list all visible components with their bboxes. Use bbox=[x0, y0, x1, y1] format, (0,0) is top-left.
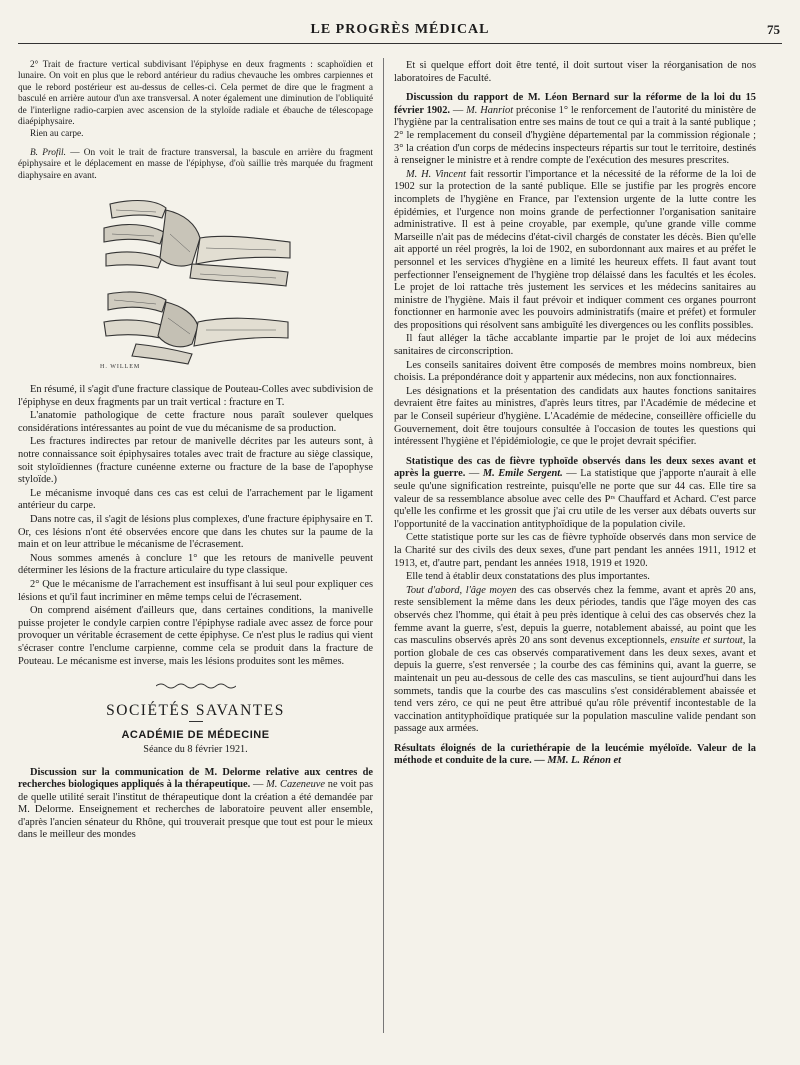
academy-title: ACADÉMIE DE MÉDECINE bbox=[121, 729, 270, 742]
speaker-name: — MM. L. Rénon et bbox=[534, 755, 621, 767]
paragraph: Nous sommes amenés à conclure 1° que les retours de manivelle peuvent déterminer les lésions de la fracture articulaire du type classique. bbox=[18, 552, 373, 577]
paragraph-text: — La statistique que j'apporte n'aurait à elle seule qu'une signification restreinte, puisqu'elle ne porte que sur 44 cas. Elle tire sa valeur de sa ressemblance absolue avec celle des Pʳˢ Chauffard et Achard. C'est parce qu'elle les confirme et les grossit que j'ai cru utile de les verser aux débats ouverts sur l'opportunité de la vaccination antityphoïdique de la population civile. bbox=[394, 468, 756, 530]
section-title: SOCIÉTÉS SAVANTES bbox=[106, 701, 285, 719]
paragraph: Discussion sur la communication de M. Delorme relative aux centres de recherches biologiques appliqués à la thérapeutique. — M. Cazeneuve ne voit pas de quelle utilité serait l'institut de thérapeutique dont la création a été demandée par M. Delorme. Enseignement et recherches de laboratoire peuvent aller ensemble, d'après l'ancien sénateur du Rhône, qui trouverait presque que tout est pour le mieux dans le meilleur des mondes bbox=[18, 766, 373, 841]
speaker-name: M. H. Vincent bbox=[406, 168, 466, 180]
paragraph bbox=[394, 743, 756, 768]
speaker-name: M. Emile Sergent. bbox=[482, 468, 563, 480]
paragraph: Statistique des cas de fièvre typhoïde observés dans les deux sexes avant et après la guerre. — M. Emile Sergent. — La statistique que j'apporte n'aurait à elle seule qu'une signification restreinte, puisqu'elle ne porte que sur 44 cas. Elle tire sa valeur de sa ressemblance absolue avec celle des Pʳˢ Chauffard et Achard. C'est parce qu'elle les confirme et les grossit que j'ai cru utile de les verser aux débats ouverts sur l'opportunité de la vaccination antityphoïdique de la population civile. bbox=[394, 455, 756, 530]
session-date: Séance du 8 février 1921. bbox=[143, 743, 248, 755]
paragraph: 2° Que le mécanisme de l'arrachement est insuffisant à lui seul pour expliquer ces lésions et qu'il faut incriminer en même temps celui de l'écrasement. bbox=[18, 578, 373, 603]
paragraph: L'anatomie pathologique de cette fracture nous paraît soulever quelques considérations intéressantes au point de vue du mécanisme de sa production. bbox=[18, 410, 373, 434]
paragraph bbox=[394, 585, 756, 736]
paragraph bbox=[18, 148, 373, 182]
page-header bbox=[18, 18, 782, 42]
figure-signature: H. WILLEM bbox=[100, 364, 141, 371]
wavy-ornament-icon bbox=[18, 682, 373, 695]
emphasis: ensuite et surtout, bbox=[670, 635, 746, 647]
paragraph bbox=[394, 169, 756, 333]
paragraph: Les fractures indirectes par retour de manivelle décrites par les auteurs sont, à notre connaissance soit épiphysaires totales avec trait de fracture au siège classique, soit styloïdiennes (fracture cunéenne externe ou fracture de la base de l'apophyse styloïde.) bbox=[18, 436, 373, 486]
paragraph: Elle tend à établir deux constatations des plus importantes. bbox=[406, 571, 650, 583]
profile-label: B. Profil. bbox=[30, 147, 66, 158]
title-rule bbox=[189, 721, 203, 722]
header-rule bbox=[18, 43, 782, 44]
right-column bbox=[394, 60, 756, 769]
paragraph: 2° Trait de fracture vertical subdivisant l'épiphyse en deux fragments : scaphoïdien et lunaire. On voit en plus que le rebord antérieur du radius chevauche les ombres carpiennes et que le rebord postérieur est au-dessus de celles-ci. Cela permet de dire que le fragment a basculé en arrière autour d'un axe transversal. A noter également une diminution de l'obliquité de l'interligne radio-carpien avec ascension de la styloïde radiale et ébauche de télescopage diaépiphysaire. bbox=[18, 60, 373, 128]
paragraph-text: la portion globale de ces cas observés comparativement dans les deux sexes, avant et depuis la guerre, s'est renversée ; la courbe des cas féminins qui, avant la guerre, se maintenait un peu au-dessous de celle des cas masculins, se tient aujourd'hui dans les sommets, tandis que la courbe des cas masculins s'est considérablement abaissée et tend vers zéro, ce qui ne peut être attribué qu'au rôle préventif incontestable de la vaccination antityphoïdique pratiquée sur la population masculine valide pendant son passage aux armées. bbox=[394, 635, 756, 735]
paragraph: Le mécanisme invoqué dans ces cas est celui de l'arrachement par le ligament antérieur du carpe. bbox=[18, 487, 373, 512]
paragraph: Il faut alléger la tâche accablante impartie par le projet de loi aux médecins sanitaires de circonscription. bbox=[394, 333, 756, 358]
discussion-heading: Discussion du rapport de M. Léon Bernard sur la réforme de la loi du 15 février 1902. bbox=[394, 92, 756, 116]
paragraph: Les conseils sanitaires doivent être composés de membres moins nombreux, bien choisis. La prépondérance doit y appartenir aux médecins, non aux fonctionnaires. bbox=[394, 359, 756, 384]
left-column bbox=[18, 60, 373, 843]
paragraph: Et si quelque effort doit être tenté, il doit surtout viser la réorganisation de nos laboratoires de Faculté. bbox=[394, 60, 756, 84]
paragraph: On comprend aisément d'ailleurs que, dans certaines conditions, la manivelle puisse projeter le condyle carpien contre l'épiphyse radiale avec assez de force pour provoquer un véritable écrasement de cette épiphyse. Ce n'est plus le radius qui vient s'écraser contre l'enclume carpienne, comme cela se produit dans la fracture de Pouteau. Le mécanisme est inverse, mais les lésions produites sont les mêmes. bbox=[18, 605, 373, 667]
discussion-heading: Résultats éloignés de la curiethérapie de la leucémie myéloïde. Valeur de la méthode et conduite de la cure. bbox=[394, 742, 756, 767]
speaker-name: M. Hanriot bbox=[466, 104, 514, 116]
discussion-heading: Discussion sur la communication de M. Delorme relative aux centres de recherches biologiques appliqués à la thérapeutique. bbox=[18, 766, 373, 791]
discussion-heading: Statistique des cas de fièvre typhoïde observés dans les deux sexes avant et après la guerre. bbox=[394, 455, 756, 480]
paragraph-text: — On voit le trait de fracture transversal, la bascule en arrière du fragment épiphysaire et le déplacement en masse de l'épiphyse, d'où saillie très marquée du fragment diaphysaire en avant. bbox=[18, 147, 374, 181]
paragraph-text: des cas observés chez la femme, avant et après 20 ans, reste sensiblement la même dans les deux périodes, tandis que l'âge moyen des cas observés chez l'homme, qui était à peu près identique à celui des cas observés chez la femme avant la guerre, s'est, depuis la guerre, notablement abaissé, au point que les cas masculins observés après 20 ans sont devenus exceptionnels, bbox=[394, 584, 756, 647]
paragraph: Discussion du rapport de M. Léon Bernard sur la réforme de la loi du 15 février 1902. — M. Hanriot préconise 1° le renforcement de l'autorité du ministère de l'hygiène par la centralisation entre ses mains de tout ce qui a trait à la santé publique ; 2° le remplacement du conseil d'hygiène départemental par la commission régionale ; 3° la création d'un corps de médecins inspecteurs répartis sur tout le territoire, destinés à renseigner le ministre et à rendre compte de l'exécution des mesures prescrites. bbox=[394, 92, 756, 167]
emphasis: Tout d'abord, l'âge moyen bbox=[406, 584, 517, 596]
column-divider bbox=[383, 58, 384, 1033]
paragraph: En résumé, il s'agit d'une fracture classique de Pouteau-Colles avec subdivision de l'épiphyse en deux fragments par un trait vertical : fracture en T. bbox=[18, 384, 373, 408]
wrist-xray-drawing bbox=[96, 194, 296, 374]
xray-illustration bbox=[96, 194, 296, 374]
paragraph-text: ne voit pas de quelle utilité serait l'institut de thérapeutique dont la création a été demandée par M. Delorme. Enseignement et recherches de laboratoire peuvent aller ensemble, d'après l'ancien sénateur du Rhône, qui trouverait presque que tout est pour le mieux dans le meilleur des mondes bbox=[18, 779, 373, 841]
speaker-name: M. Cazeneuve bbox=[266, 779, 326, 791]
paragraph: Rien au carpe. bbox=[30, 129, 84, 140]
paragraph-text: fait ressortir l'importance et la nécessité de la réforme de la loi de 1902 sur la protection de la santé publique. Elle se justifie par les progrès encore incomplets de l'hygiène en France, par l'extension urgente de la lutte contre les épidémies, et l'urgence non moins grande de perfectionner l'organisation sanitaire administrative. Il est à peine croyable, par exemple, qu'une grande ville comme Marseille n'ait pas de médecins d'état-civil chargés de constater les décès. Bien qu'elle ait apporté un réel progrès, la loi de 1902, en subordonnant aux maires et au préfet le personnel et les services d'hygiène en a limité les heureux effets. Il faut avant tout perfectionner l'enseignement de l'hygiène trop délaissé dans les facultés et les écoles. Le projet de loi rattache très justement les services et les médecins sanitaires au ministre de l'hygiène. Mais il faut prévoir et indiquer comment ces organes pourront fonctionner en harmonie avec les pouvoirs administratifs (maire et préfet) et formuler des propositions qui résolvent sans ambiguïté les divergences ou les conflits possibles. bbox=[394, 168, 756, 331]
page-number: 75 bbox=[767, 22, 780, 37]
journal-title: LE PROGRÈS MÉDICAL bbox=[310, 22, 490, 37]
paragraph: Cette statistique porte sur les cas de fièvre typhoïde observés dans mon service de la Charité sur des civils des deux sexes, d'une part pendant les années 1911, 1912 et 1913, et, d'autre part, pendant les années 1918, 1919 et 1920. bbox=[394, 532, 756, 569]
paragraph-text: préconise 1° le renforcement de l'autorité du ministère de l'hygiène par la centralisation entre ses mains de tout ce qui a trait à la santé publique ; 2° le remplacement du conseil d'hygiène départemental par la commission régionale ; 3° la création d'un corps de médecins inspecteurs répartis sur tout le territoire, destinés à renseigner le ministre et à rendre compte de l'exécution des mesures prescrites. bbox=[394, 104, 756, 167]
paragraph: Les désignations et la présentation des candidats aux hautes fonctions sanitaires devraient être faites au ministres, d'après leurs titres, par l'Académie de médecine et par le Conseil supérieur d'hygiène. L'Académie de médecine, conseillère officielle du Gouvernement, doit être toujours consultée à l'occasion de toutes les questions qui intéressent l'hygiène et l'épidémiologie, ce que le projet devrait spécifier. bbox=[394, 385, 756, 448]
paragraph: Dans notre cas, il s'agit de lésions plus complexes, d'une fracture épiphysaire en T. Or, ces lésions n'ont été observées encore que dans les chutes sur la paume de la main et on leur attribue le mécanisme de l'écrasement. bbox=[18, 514, 373, 551]
